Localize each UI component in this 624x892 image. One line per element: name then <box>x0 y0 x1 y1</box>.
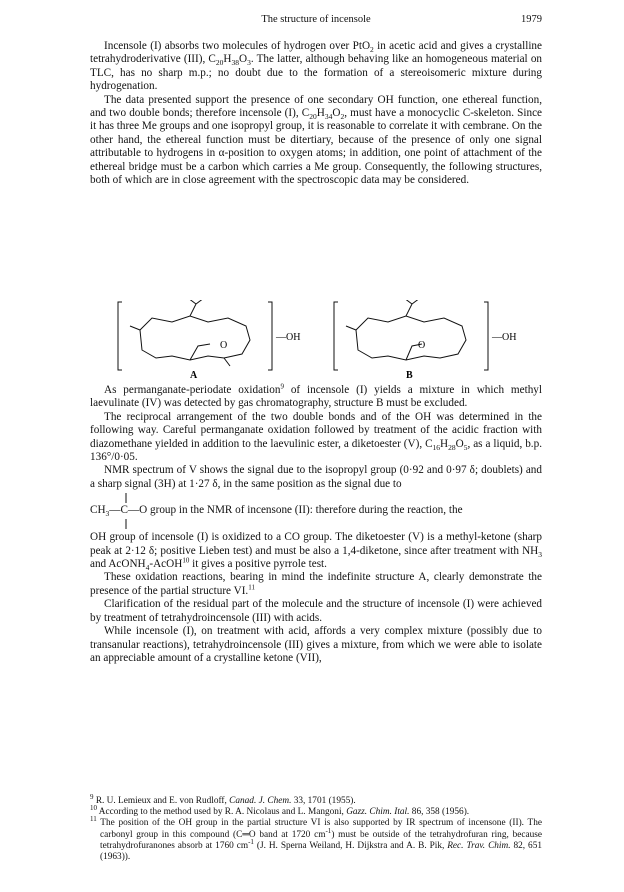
footnote-11: $^{11}$ The position of the OH group in the partial structure VI is also supported by IR spectrum of incensone (II). The carbonyl group in this compound (C═O band at 1720 $cm^{-1}$) must be outside of the tetrahydrofuran ring, because tetrahydrofuranones absorb at 1760 $cm^{-1}$ (J. H. Sperna Weiland, H. Dijkstra and A. B. Pik, Rec. Trav. Chim. 82, 651 (1963)). <box>90 815 542 863</box>
body-text-upper <box>90 40 542 187</box>
structure-label-a: A <box>190 370 198 380</box>
paragraph-7: Clarification of the residual part of the molecule and the structure of incensole (I) were achieved by treatment of tetrahydroincensole (III) with acids. <box>90 598 542 624</box>
paragraph-5: NMR spectrum of V shows the signal due to the isopropyl group (0·92 and 0·97 δ; doublets) and a sharp signal (3H) at 1·27 δ, in the same position as the signal due to <box>90 464 542 490</box>
footnotes <box>90 792 542 863</box>
paragraph-1: Incensole (I) absorbs two molecules of hydrogen over PtO$_2$ in acetic acid and gives a crystalline tetrahydroderivative (III), $C_{20}H_{38}O_3$. The latter, although behaving like an homogeneous material on TLC, has no sharp m.p.; no doubt due to the formation of a stereoisomeric mixture during hydrogenation. <box>90 40 543 93</box>
oxygen-label-a: O <box>220 340 228 351</box>
oh-label-b: —OH <box>492 332 517 343</box>
paragraph-3: As permanganate-periodate oxidation$^9$ of incensole (I) yields a mixture in which methyl laevulinate (IV) was detected by gas chromatography, structure B must be excluded. <box>90 382 542 410</box>
oxygen-label-b: O <box>418 340 426 351</box>
footnote-10: $^{10}$ According to the method used by R. A. Nicolaus and L. Mangoni, Gazz. Chim. Ital. 86, 358 (1956). <box>90 804 470 818</box>
ch3-formula-line <box>90 491 542 531</box>
paragraph-5-formula: $CH_3—C—O$ group in the NMR of incensone (II): therefore during the reaction, the <box>90 504 463 519</box>
paragraph-4: The reciprocal arrangement of the two double bonds and of the OH was determined in the following way. Careful permanganate oxidation followed by treatment of the acidic fraction with diazomethane yielded in addition to the laevulinic ester, a diketoester (V), $C_{16}H_{28}O_5$, as a liquid, b.p. 136°/0·05. <box>90 410 542 464</box>
running-header <box>90 14 542 30</box>
structures-figure <box>100 300 540 380</box>
paragraph-5-continued: OH group of incensole (I) is oxidized to a CO group. The diketoester (V) is a methyl-ketone (sharp peak at 2·12 δ; positive Lieben test) and must be also a 1,4-diketone, since after treatment with $NH_3$ and AcONH$_4$-AcOH$^{10}$ it gives a positive pyrrole test. <box>90 531 542 573</box>
page-number: 1979 <box>521 14 542 25</box>
body-text-lower <box>90 384 542 665</box>
footnote-9: $^9$ R. U. Lemieux and E. von Rudloff, Canad. J. Chem. 33, 1701 (1955). <box>90 792 356 806</box>
paragraph-2: The data presented support the presence of one secondary OH function, one ethereal function, and two double bonds; therefore incensole (I), $C_{20}H_{34}O_2$, must have a monocyclic C-skeleton. Since it has three Me groups and one isopropyl group, it is reasonable to correlate it with cembrane. On the other hand, the ethereal function must be ditertiary, because of the presence of only one signal attributable to hydrogens in α-position to oxygen atoms; in addition, one point of attachment of the ethereal bridge must be a carbon which carries a Me group. Consequently, the following structures, both of which are in close agreement with the spectroscopic data may be considered. <box>90 93 542 187</box>
structure-diagram <box>100 300 540 380</box>
paragraph-8: While incensole (I), on treatment with acid, affords a very complex mixture (possibly due to transanular reactions), tetrahydroincensole (III) gives a mixture, from which we were able to isolate an appreciable amount of a crystalline ketone (VII), <box>90 625 542 664</box>
paragraph-6: These oxidation reactions, bearing in mind the indefinite structure A, clearly demonstrate the presence of the partial structure VI.$^{11}$ <box>90 571 542 597</box>
running-title: The structure of incensole <box>261 14 371 25</box>
structure-label-b: B <box>406 370 413 380</box>
oh-label-a: —OH <box>276 332 301 343</box>
